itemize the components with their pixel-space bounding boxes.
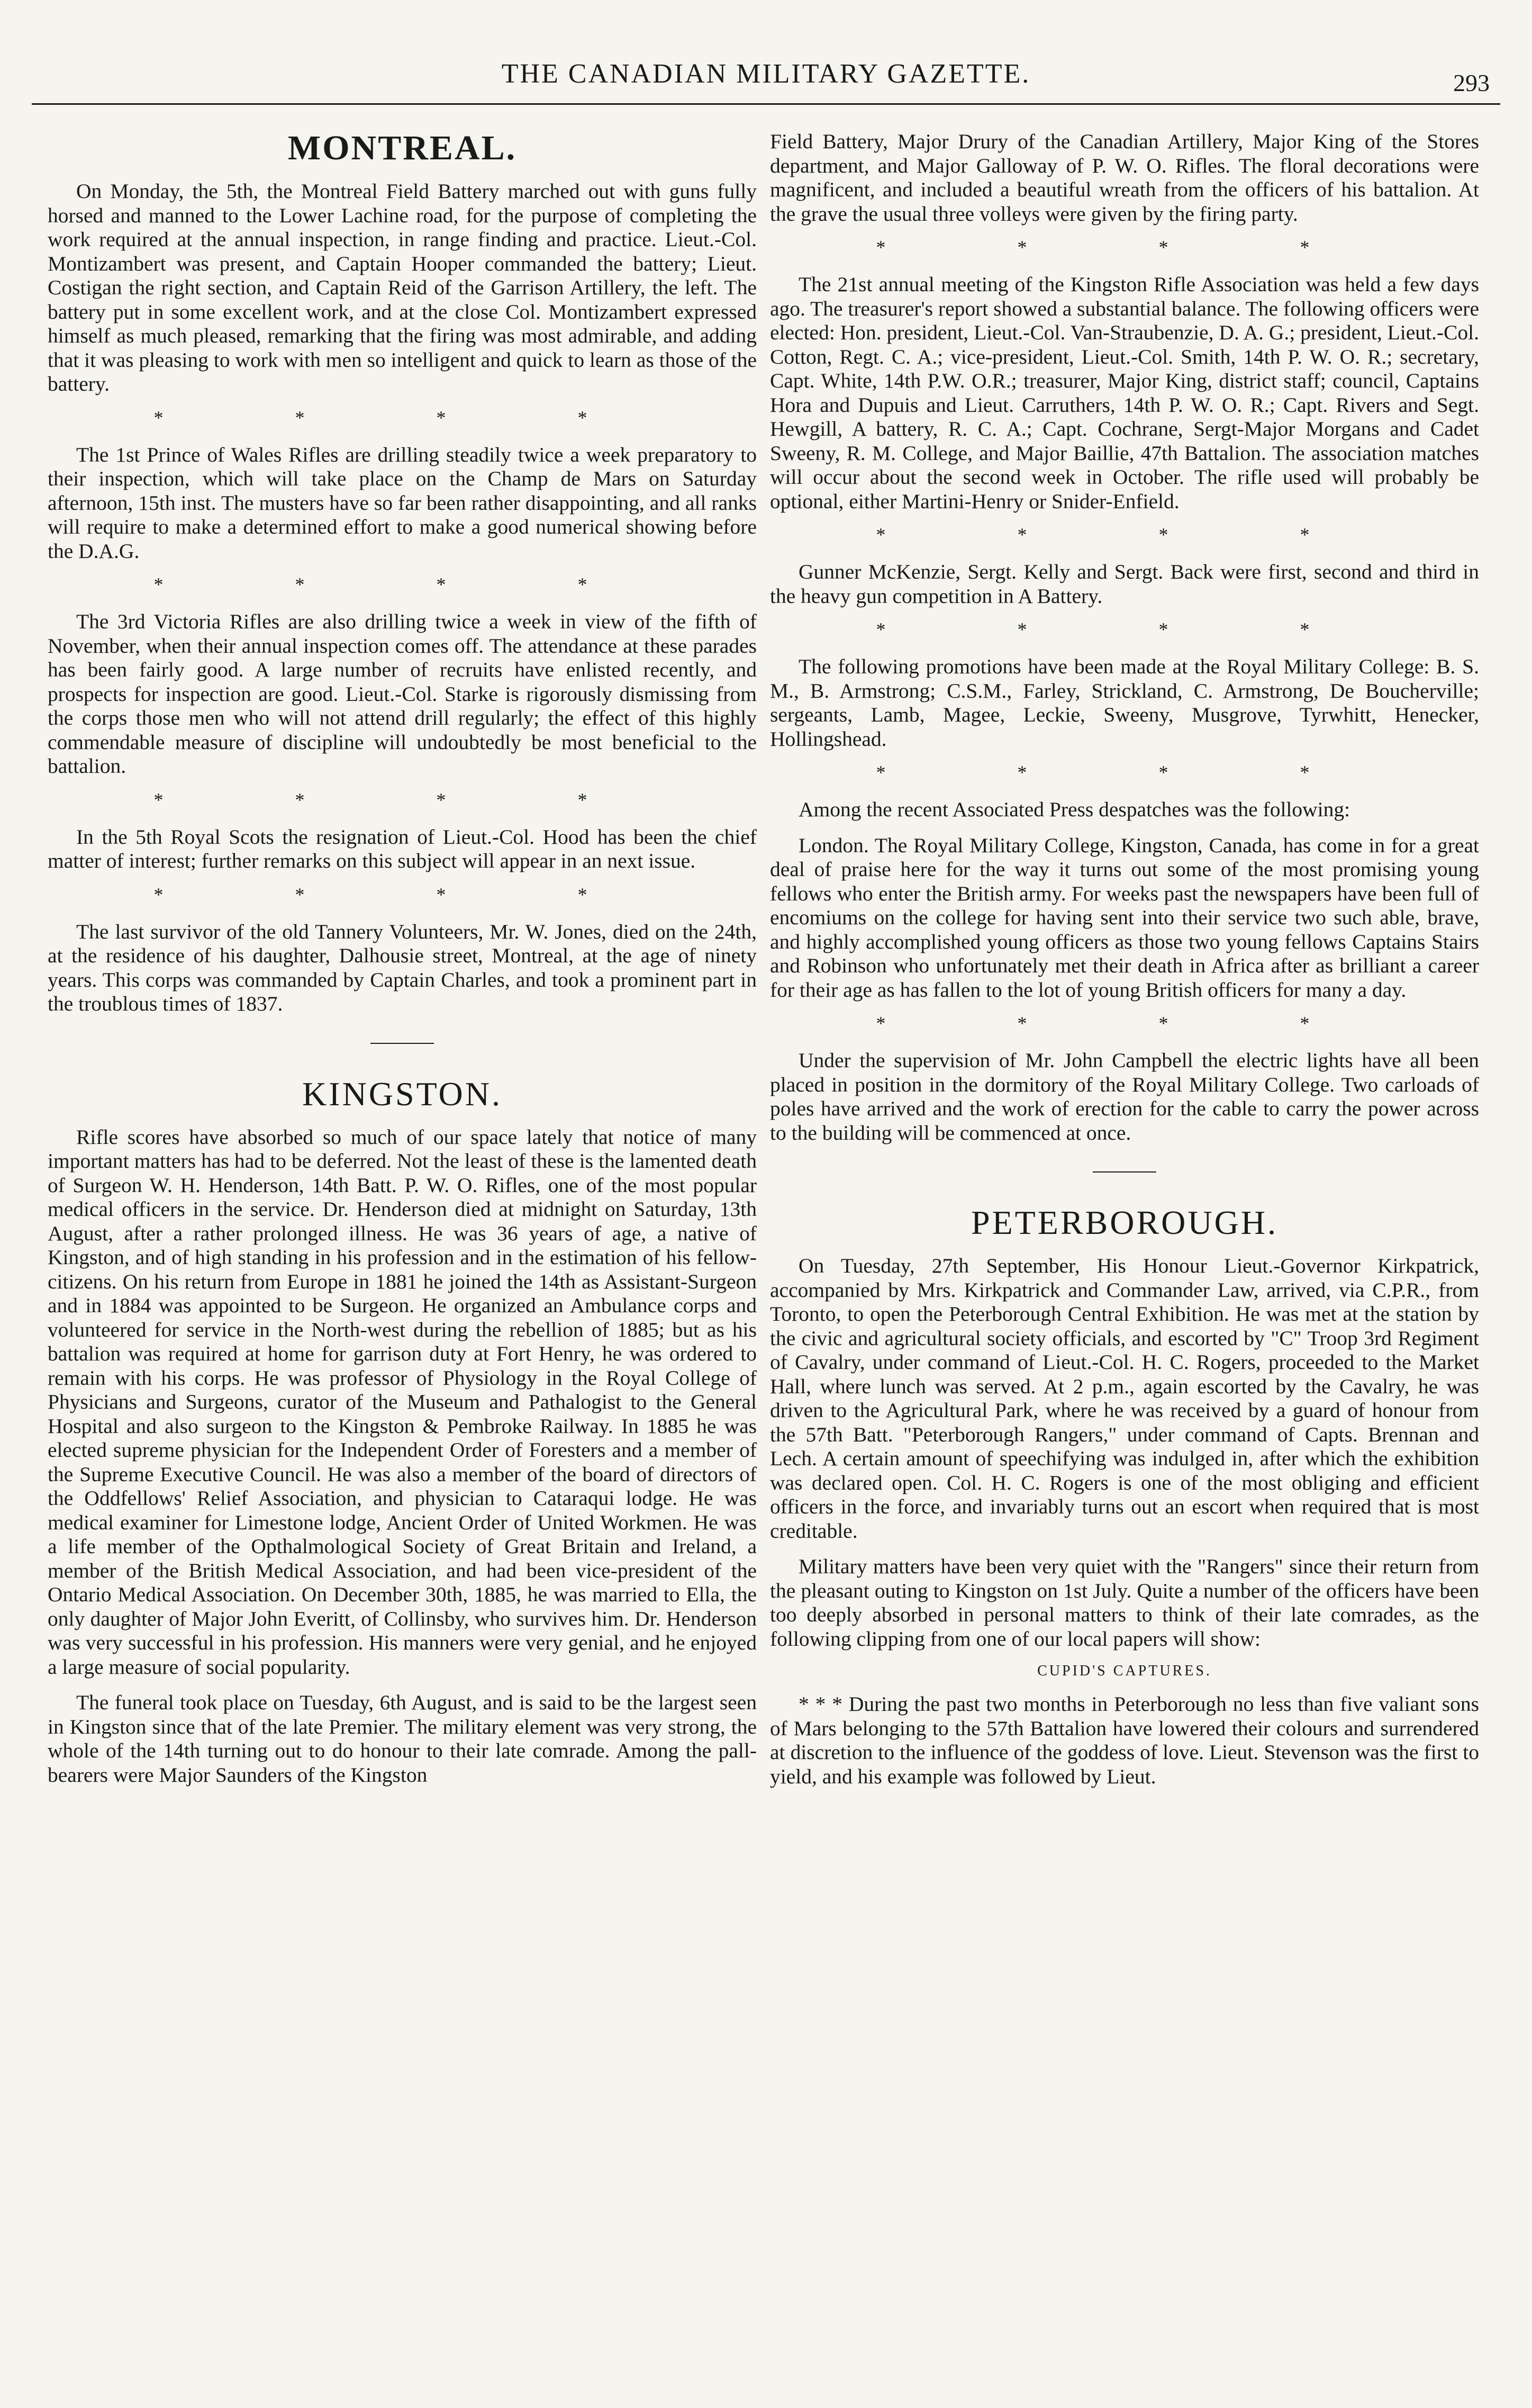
article-paragraph: London. The Royal Military College, Kingston, Canada, has come in for a great deal of praise here for the way it turns out some of the most promising young fellows who enter the British army. For weeks past the newspapers have been full of encomiums on the college for having sent into their service two such able, brave, and highly accomplished young officers as those two young fellows Captains Stairs and Robinson who unfortunately met their death in Africa after as brilliant a career for their age as has fallen to the lot of young British officers for many a day. bbox=[770, 833, 1479, 1002]
article-paragraph: The last survivor of the old Tannery Volunteers, Mr. W. Jones, died on the 24th, at the residence of his daughter, Dalhousie street, Montreal, at the age of ninety years. This corps was commanded by Captain Charles, and took a prominent part in the troublous times of 1837. bbox=[48, 919, 757, 1015]
article-paragraph: On Tuesday, 27th September, His Honour Lieut.-Governor Kirkpatrick, accompanied by Mrs. Kirkpatrick and Commander Law, arrived, via C.P.R., from Toronto, to open the Peterborough Central Exhibition. He was met at the station by the civic and agricultural society officials, and escorted by "C" Troop 3rd Regiment of Cavalry, under command of Lieut.-Col. H. C. Rogers, proceeded to the Market Hall, where lunch was served. At 2 p.m., again escorted by the Cavalry, he was driven to the Agricultural Park, where he was received by a guard of honour from the 57th Batt. "Peterborough Rangers," under command of Capts. Brennan and Lech. A certain amount of speechifying was indulged in, after which the exhibition was declared open. Col. H. C. Rogers is one of the most obliging and efficient officers in the force, and invariably turns out an escort when required that is most creditable. bbox=[770, 1254, 1479, 1543]
article-paragraph: The funeral took place on Tuesday, 6th August, and is said to be the largest seen in Kingston since that of the late Premier. The military element was very strong, the whole of the 14th turning out to do honour to their late comrade. Among the pall-bearers were Major Saunders of the Kingston bbox=[48, 1691, 757, 1787]
section-heading-peterborough: PETERBOROUGH. bbox=[971, 1204, 1279, 1241]
article-paragraph: Rifle scores have absorbed so much of our space lately that notice of many important matters has had to be deferred. Not the least of these is the lamented death of Surgeon W. H. Henderson, 14th Batt. P. W. O. Rifles, one of the most popular medical officers in the service. Dr. Henderson died at midnight on Saturday, 13th August, after a rather prolonged illness. He was 36 years of age, a native of Kingston, and of high standing in his profession and in the estimation of his fellow-citizens. On his return from Europe in 1881 he joined the 14th as Assistant-Surgeon and in 1884 was appointed to be Surgeon. He organized an Ambulance corps and volunteered for service in the North-west during the rebellion of 1885; but as his battalion was required at home for garrison duty at Fort Henry, he was ordered to remain with his corps. He was professor of Physiology in the Royal College of Physicians and Surgeons, curator of the Museum and Pathalogist to the General Hospital and also surgeon to the Kingston & Pembroke Railway. In 1885 he was elected supreme physician for the Independent Order of Foresters and a member of the Supreme Executive Council. He was also a member of the board of directors of the Oddfellows' Relief Association, and physician to Cataraqui lodge. He was medical examiner for Limestone lodge, Ancient Order of United Workmen. He was a life member of the Opthalmological Society of Great Britain and Ireland, a member of the British Medical Association, and had been vice-president of the Ontario Medical Association. On December 30th, 1885, he was married to Ella, the only daughter of Major John Everitt, of Collinsby, who survives him. Dr. Henderson was very successful in his profession. His manners were very genial, and he enjoyed a large measure of social popularity. bbox=[48, 1125, 757, 1679]
section-heading-montreal: MONTREAL. bbox=[287, 129, 517, 167]
section-separator: * * * * bbox=[876, 619, 1373, 640]
subheading-cupids-captures: CUPID'S CAPTURES. bbox=[1037, 1663, 1212, 1679]
article-paragraph: On Monday, the 5th, the Montreal Field Battery marched out with guns fully horsed and manned to the Lower Lachine road, for the purpose of completing the work required at the annual inspection, in range finding and practice. Lieut.-Col. Montizambert was present, and Captain Hooper commanded the battery; Lieut. Costigan the right section, and Captain Reid of the Garrison Artillery, the left. The battery put in some excellent work, and at the close Col. Montizambert expressed himself as much pleased, remarking that the firing was most admirable, and adding that it was pleasing to work with men so intelligent and quick to learn as those of the battery. bbox=[48, 179, 757, 395]
article-paragraph: Field Battery, Major Drury of the Canadian Artillery, Major King of the Stores department, and Major Galloway of P. W. O. Rifles. The floral decorations were magnificent, and included a beautiful wreath from the officers of his battalion. At the grave the usual three volleys were given by the firing party. bbox=[770, 130, 1479, 226]
article-paragraph: In the 5th Royal Scots the resignation of Lieut.-Col. Hood has been the chief matter of interest; further remarks on this subject will appear in an next issue. bbox=[48, 825, 757, 872]
section-divider bbox=[1093, 1171, 1156, 1173]
article-paragraph: * * * During the past two months in Peterborough no less than five valiant sons of Mars belonging to the 57th Battalion have lowered their colours and surrendered at discretion to the influence of the goddess of love. Lieut. Stevenson was the first to yield, and his example was followed by Lieut. bbox=[770, 1692, 1479, 1788]
section-separator: * * * * bbox=[876, 237, 1373, 258]
section-separator: * * * * bbox=[153, 407, 651, 428]
article-paragraph: The 1st Prince of Wales Rifles are drilling steadily twice a week preparatory to their inspection, which will take place on the Champ de Mars on Saturday afternoon, 15th inst. The musters have so far been rather disappointing, and all ranks will require to make a determined effort to make a good numerical showing before the D.A.G. bbox=[48, 443, 757, 563]
section-separator: * * * * bbox=[153, 574, 651, 595]
section-separator: * * * * bbox=[876, 1013, 1373, 1034]
section-separator: * * * * bbox=[153, 789, 651, 810]
section-separator: * * * * bbox=[876, 762, 1373, 783]
masthead bbox=[32, 53, 1500, 116]
left-column bbox=[48, 130, 757, 1799]
article-paragraph: The 21st annual meeting of the Kingston Rifle Association was held a few days ago. The treasurer's report showed a substantial balance. The following officers were elected: Hon. president, Lieut.-Col. Van-Straubenzie, D. A. G.; president, Lieut.-Col. Cotton, Regt. C. A.; vice-president, Lieut.-Col. Smith, 14th P. W. O. R.; secretary, Capt. White, 14th P.W. O.R.; treasurer, Major King, district staff; council, Captains Hora and Dupuis and Lieut. Carruthers, 14th P. W. O. R.; Capt. Rivers and Segt. Hewgill, A battery, R. C. A.; Capt. Cochrane, Sergt-Major Morgans and Cadet Sweeny, R. M. College, and Major Baillie, 47th Battalion. The association matches will occur about the second week in October. The rifle used will probably be optional, either Martini-Henry or Snider-Enfield. bbox=[770, 273, 1479, 513]
article-paragraph: The 3rd Victoria Rifles are also drilling twice a week in view of the fifth of November, when their annual inspection comes off. The attendance at these parades has been fairly good. A large number of recruits have enlisted recently, and prospects for inspection are good. Lieut.-Col. Starke is rigorously dismissing from the corps those men who will not attend drill regularly; the effect of this highly commendable measure of discipline will undoubtedly be most beneficial to the battalion. bbox=[48, 610, 757, 778]
masthead-rule bbox=[32, 103, 1500, 105]
newspaper-title: THE CANADIAN MILITARY GAZETTE. bbox=[501, 59, 1031, 89]
right-column bbox=[770, 130, 1479, 1800]
section-separator: * * * * bbox=[876, 524, 1373, 545]
page-number: 293 bbox=[1453, 69, 1490, 96]
article-paragraph: Gunner McKenzie, Sergt. Kelly and Sergt. Back were first, second and third in the heavy gun competition in A Battery. bbox=[770, 560, 1479, 608]
section-separator: * * * * bbox=[153, 883, 651, 905]
article-paragraph: Among the recent Associated Press despatches was the following: bbox=[799, 798, 1350, 821]
section-divider bbox=[370, 1043, 434, 1044]
article-paragraph: Military matters have been very quiet with the "Rangers" since their return from the pleasant outing to Kingston on 1st July. Quite a number of the officers have been too deeply absorbed in personal matters to think of their late comrades, as the following clipping from one of our local papers will show: bbox=[770, 1555, 1479, 1651]
section-heading-kingston: KINGSTON. bbox=[302, 1075, 502, 1113]
article-paragraph: The following promotions have been made at the Royal Military College: B. S. M., B. Armstrong; C.S.M., Farley, Strickland, C. Armstrong, De Boucherville; sergeants, Lamb, Magee, Leckie, Sweeny, Musgrove, Tyrwhitt, Henecker, Hollingshead. bbox=[770, 655, 1479, 751]
article-paragraph: Under the supervision of Mr. John Campbell the electric lights have all been placed in position in the dormitory of the Royal Military College. Two carloads of poles have arrived and the work of erection for the cable to carry the power across to the building will be commenced at once. bbox=[770, 1049, 1479, 1144]
